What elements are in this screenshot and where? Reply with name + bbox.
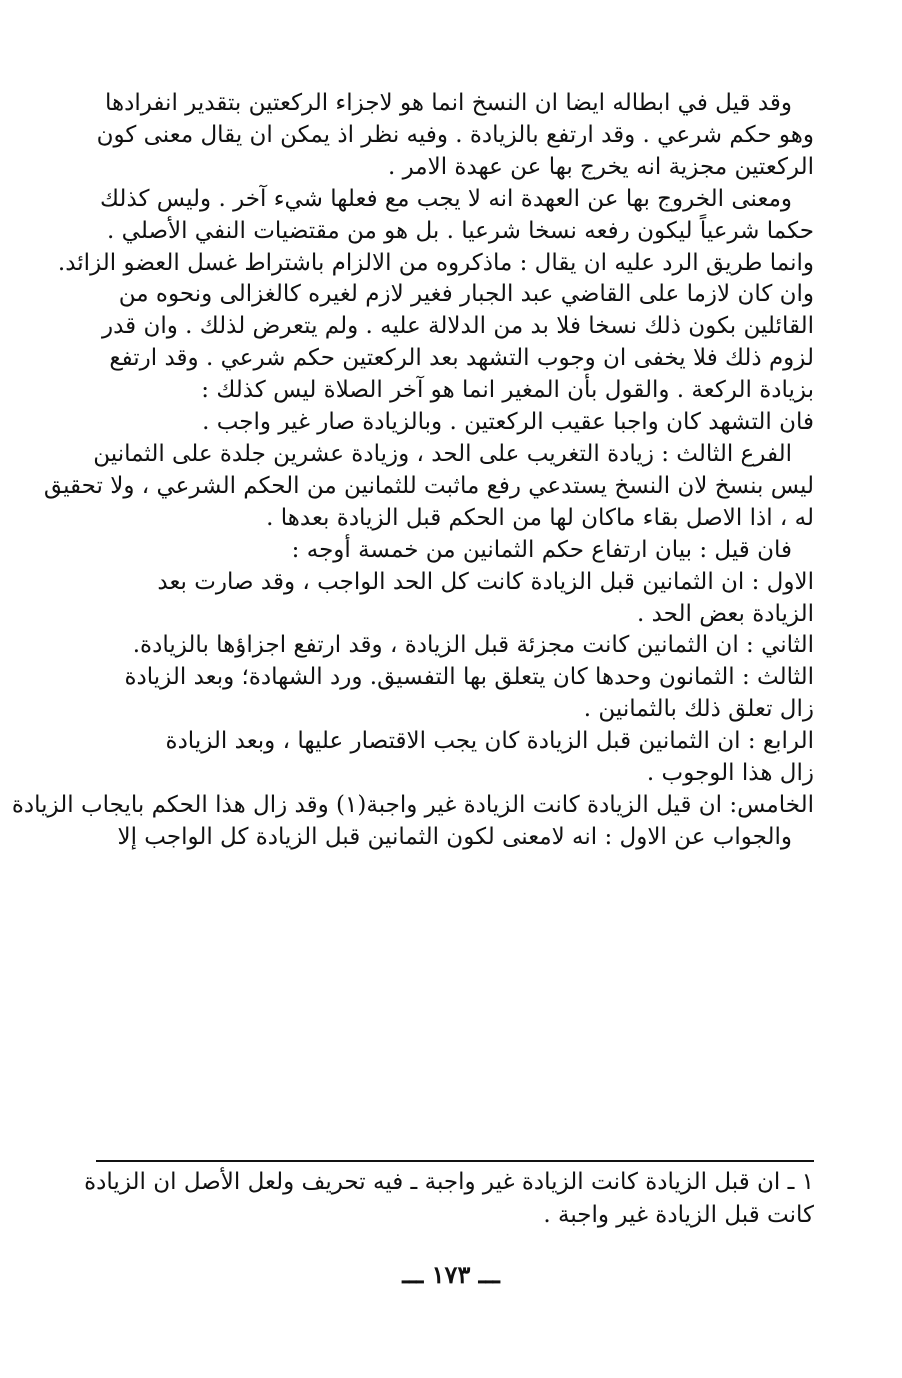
text-line: زال تعلق ذلك بالثمانين . — [583, 696, 814, 723]
text-line: لزوم ذلك فلا يخفى ان وجوب التشهد بعد الركعتين حكم شرعي . وقد ارتفع — [109, 345, 814, 372]
text-line: الخامس: ان قيل الزيادة كانت الزيادة غير واجبة(١) وقد زال هذا الحكم بايجاب الزيادة — [11, 791, 814, 818]
text-line: حكما شرعياً ليكون رفعه نسخا شرعيا . بل هو من مقتضيات النفي الأصلي . — [107, 217, 814, 244]
text-line: ١ ـ ان قبل الزيادة كانت الزيادة غير واجبة ـ فيه تحريف ولعل الأصل ان الزيادة — [84, 1169, 814, 1195]
text-line: وقد قيل في ابطاله ايضا ان النسخ انما هو لاجزاء الركعتين بتقدير انفرادها — [104, 90, 792, 116]
page-number: ـــ ١٧٣ ـــ — [402, 1260, 500, 1289]
text-line: فان قيل : بيان ارتفاع حكم الثمانين من خمسة أوجه : — [291, 536, 792, 563]
text-line: الثاني : ان الثمانين كانت مجزئة قبل الزيادة ، وقد ارتفع اجزاؤها بالزيادة. — [132, 632, 814, 659]
text-line: وان كان لازما على القاضي عبد الجبار فغير لازم لغيره كالغزالى ونحوه من — [118, 281, 814, 308]
text-line: كانت قبل الزيادة غير واجبة . — [543, 1202, 814, 1228]
text-line: والجواب عن الاول : انه لامعنى لكون الثمانين قبل الزيادة كل الواجب إلا — [117, 823, 792, 850]
footnote-text — [84, 1166, 814, 1232]
text-line: بزيادة الركعة . والقول بأن المغير انما هو آخر الصلاة ليس كذلك : — [201, 377, 814, 404]
text-line: له ، اذا الاصل بقاء ماكان لها من الحكم قبل الزيادة بعدها . — [266, 504, 814, 531]
text-line: الثالث : الثمانون وحدها كان يتعلق بها التفسيق. ورد الشهادة؛ وبعد الزيادة — [124, 664, 814, 691]
text-line: ومعنى الخروج بها عن العهدة انه لا يجب مع فعلها شيء آخر . وليس كذلك — [100, 185, 792, 212]
text-line: الرابع : ان الثمانين قبل الزيادة كان يجب الاقتصار عليها ، وبعد الزيادة — [165, 728, 814, 755]
text-line: زال هذا الوجوب . — [646, 760, 814, 787]
body-text — [11, 88, 814, 854]
text-line: ليس بنسخ لان النسخ يستدعي رفع ماثبت للثمانين من الحكم الشرعي ، ولا تحقيق — [43, 472, 814, 499]
text-line: القائلين بكون ذلك نسخا فلا بد من الدلالة عليه . ولم يتعرض لذلك . وان قدر — [101, 313, 814, 340]
text-line: وهو حكم شرعي . وقد ارتفع بالزيادة . وفيه نظر اذ يمكن ان يقال معنى كون — [96, 121, 814, 148]
text-line: الزيادة بعض الحد . — [636, 600, 814, 627]
text-line: وانما طريق الرد عليه ان يقال : ماذكروه من الالزام باشتراط غسل العضو الزائد. — [57, 249, 814, 276]
text-line: الفرع الثالث : زيادة التغريب على الحد ، وزيادة عشرين جلدة على الثمانين — [93, 440, 792, 467]
footnote-divider — [96, 1160, 814, 1162]
text-line: فان التشهد كان واجبا عقيب الركعتين . وبالزيادة صار غير واجب . — [202, 409, 814, 436]
text-line: الركعتين مجزية انه يخرج بها عن عهدة الامر . — [387, 153, 814, 180]
text-line: الاول : ان الثمانين قبل الزيادة كانت كل الحد الواجب ، وقد صارت بعد — [157, 568, 814, 595]
